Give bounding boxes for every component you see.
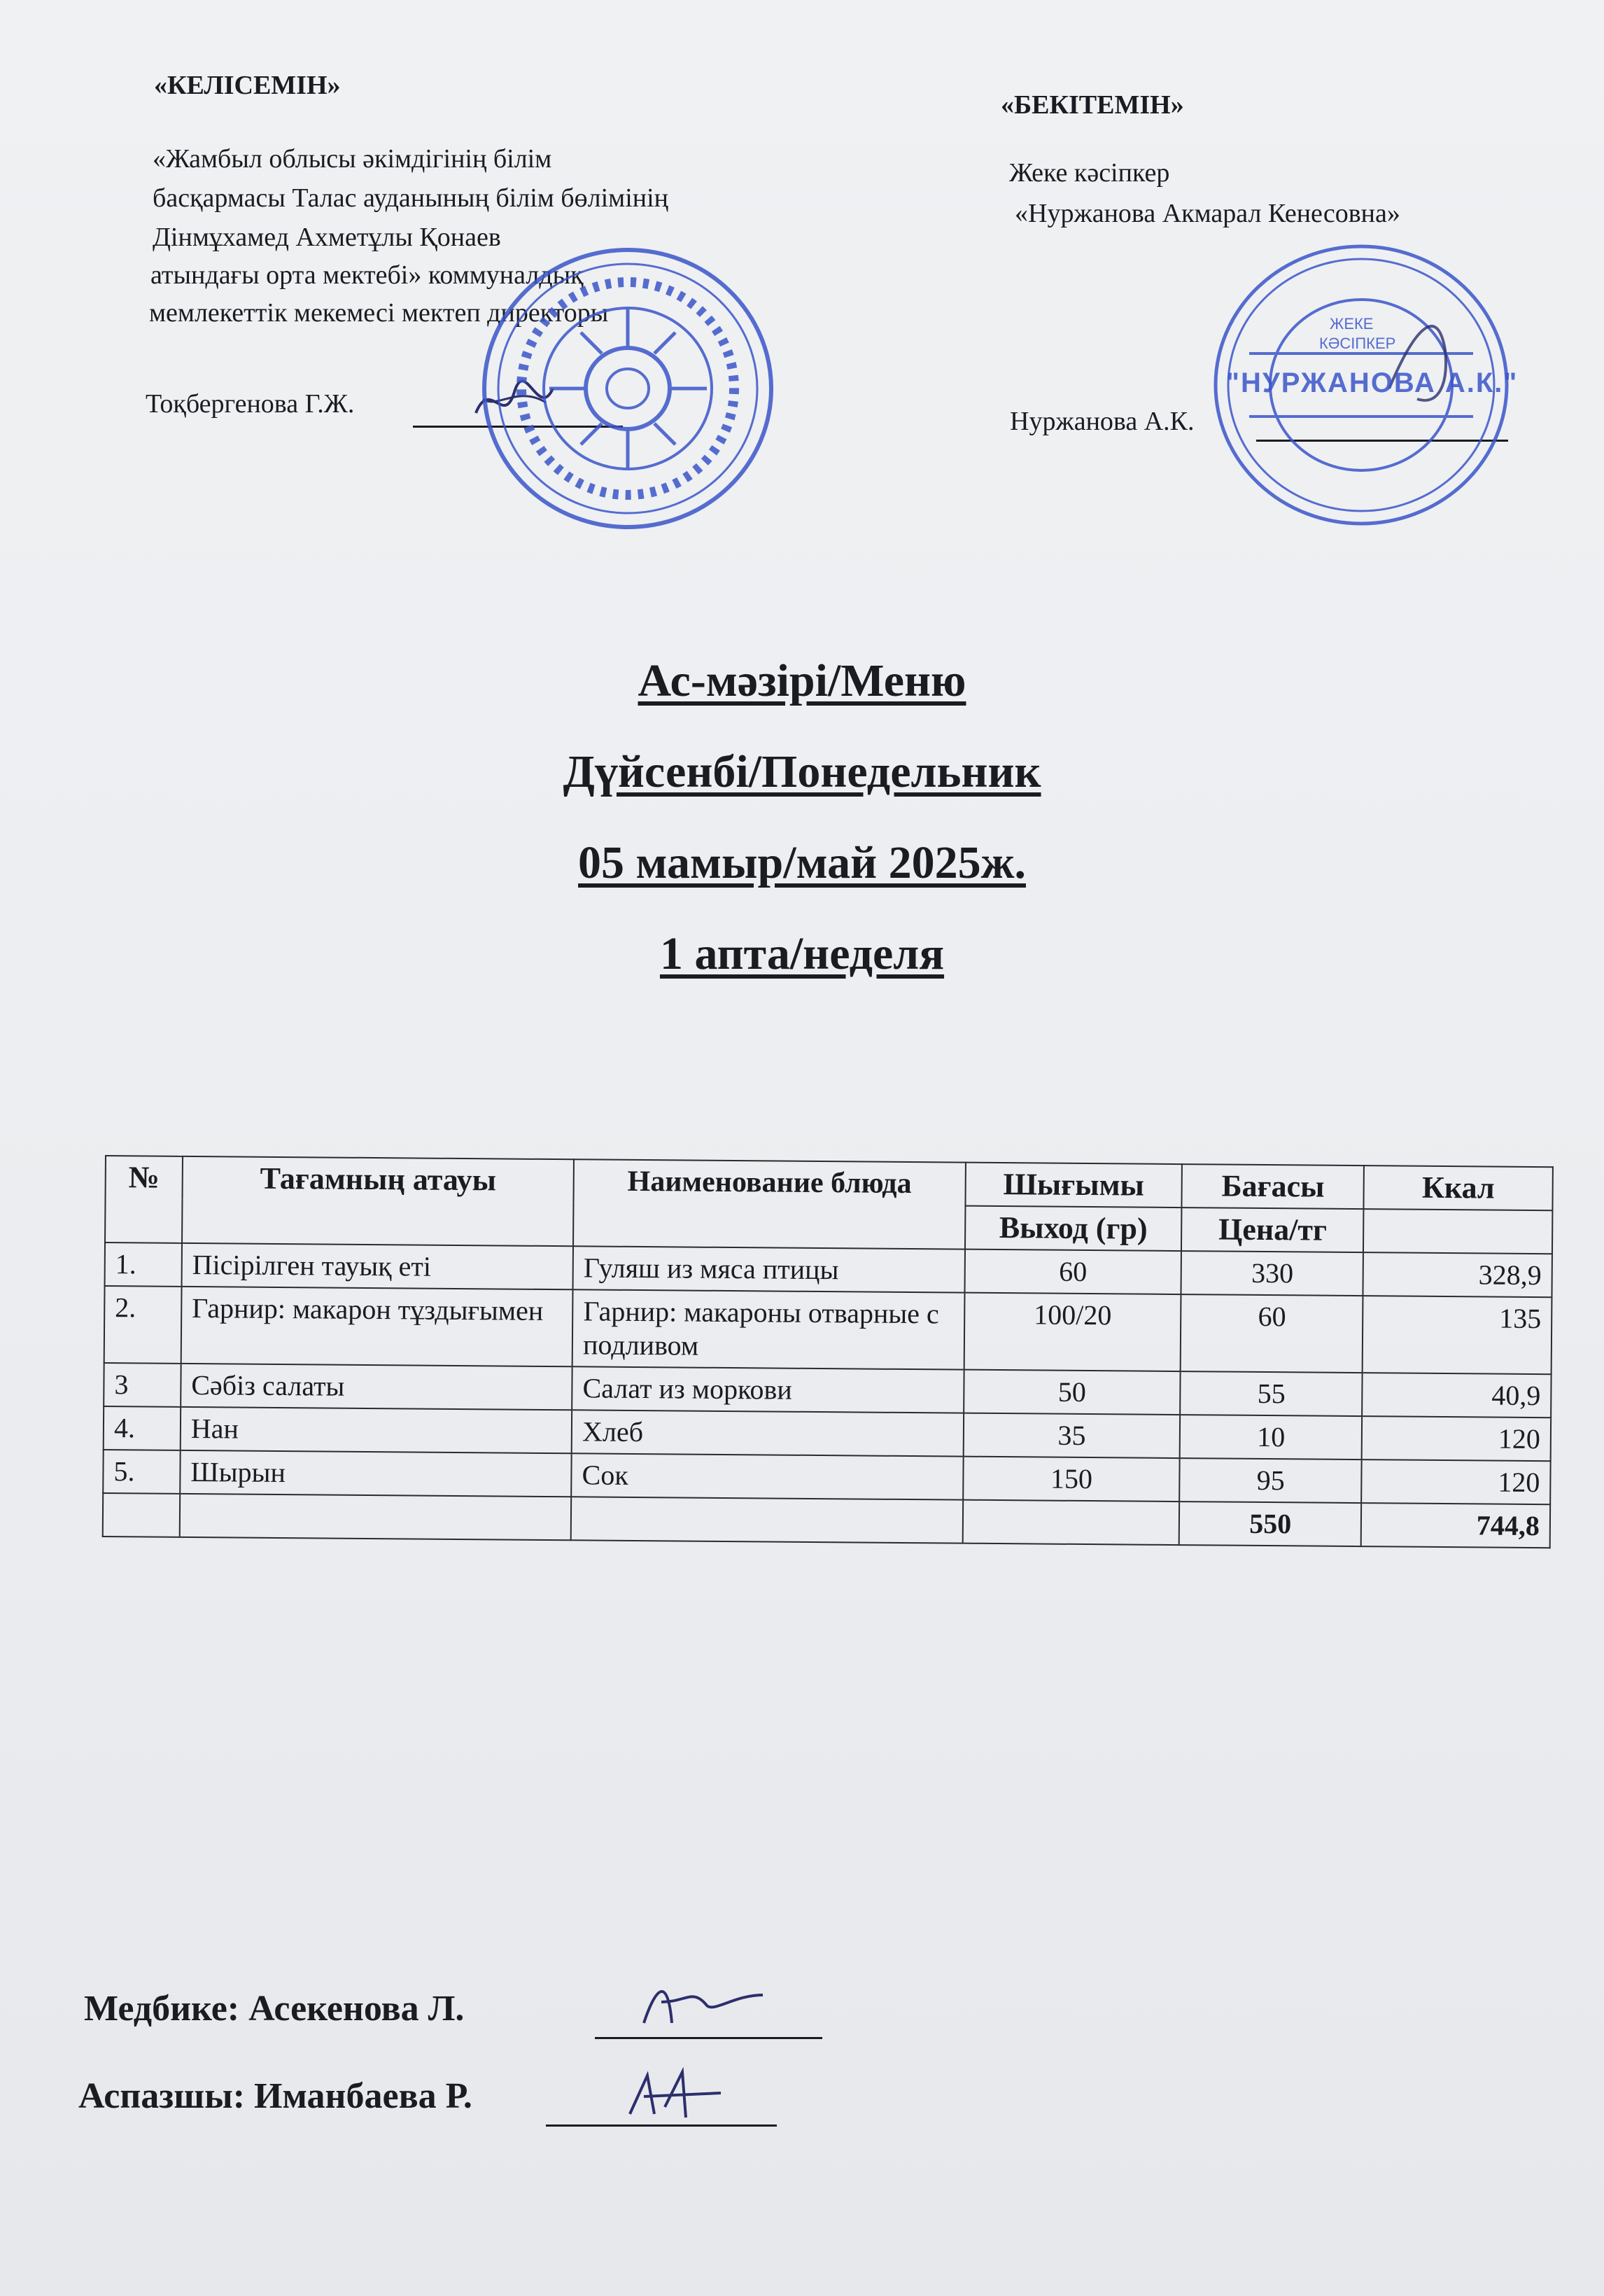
- row-name-ru: Хлеб: [572, 1410, 964, 1456]
- stamp-text-top: ЖЕКЕ: [1330, 315, 1374, 332]
- table-row: [104, 1286, 1552, 1374]
- row-yield: 50: [964, 1370, 1181, 1415]
- row-name-kz: Пісірілген тауық еті: [181, 1243, 573, 1289]
- cook-signature: [616, 2065, 735, 2128]
- approval-right-line-2: «Нуржанова Акмарал Кенесовна»: [1015, 199, 1400, 228]
- row-name-ru: Гарнир: макароны отварные с подливом: [572, 1289, 964, 1369]
- header-price-kz: Бағасы: [1182, 1164, 1364, 1209]
- nurse-label: Медбике: Асекенова Л.: [84, 1989, 465, 2029]
- row-price: 95: [1180, 1458, 1362, 1503]
- row-num: 4.: [104, 1406, 181, 1450]
- approval-left-title: «КЕЛІСЕМІН»: [154, 71, 341, 100]
- row-yield: 100/20: [964, 1293, 1181, 1371]
- cook-label: Аспазшы: Иманбаева Р.: [78, 2076, 472, 2116]
- menu-table: [102, 1155, 1554, 1548]
- row-price: 10: [1180, 1415, 1362, 1460]
- row-yield: 35: [963, 1413, 1180, 1458]
- stamp-text-name: "НУРЖАНОВА А.К.": [1226, 368, 1519, 398]
- school-seal-stamp: [476, 241, 780, 536]
- approval-right-signatory: Нуржанова А.К.: [1010, 407, 1195, 436]
- nurse-signature: [630, 1974, 770, 2037]
- menu-date: 05 мамыр/май 2025ж.: [578, 837, 1026, 888]
- total-empty-3: [571, 1497, 963, 1543]
- stamp-text-mid: КӘСІПКЕР: [1319, 335, 1396, 352]
- total-price: 550: [1179, 1502, 1361, 1546]
- row-name-ru: Гуляш из мяса птицы: [573, 1246, 965, 1292]
- row-kcal: 135: [1363, 1296, 1552, 1374]
- row-name-ru: Сок: [571, 1453, 963, 1499]
- menu-day: Дүйсенбі/Понедельник: [563, 746, 1041, 797]
- row-price: 55: [1181, 1371, 1363, 1416]
- row-kcal: 40,9: [1362, 1373, 1551, 1418]
- approval-left-line-5: мемлекеттік мекемесі мектеп директоры: [149, 298, 609, 328]
- approval-left-signatory: Тоқбергенова Г.Ж.: [146, 389, 355, 419]
- row-kcal: 120: [1362, 1416, 1551, 1461]
- row-name-kz: Нан: [181, 1407, 572, 1453]
- row-num: 3: [104, 1363, 181, 1407]
- total-empty-4: [962, 1500, 1179, 1545]
- approval-left-line-1: «Жамбыл облысы әкімдігінің білім: [153, 144, 552, 174]
- row-num: 2.: [104, 1286, 182, 1364]
- header-empty: [1363, 1209, 1552, 1254]
- row-name-kz: Гарнир: макарон тұздығымен: [181, 1287, 573, 1366]
- menu-title: Ас-мәзірі/Меню: [638, 655, 966, 706]
- row-kcal: 328,9: [1363, 1252, 1552, 1297]
- approval-left-line-3: Дінмұхамед Ахметұлы Қонаев: [153, 223, 501, 252]
- row-num: 5.: [103, 1450, 180, 1494]
- approval-left-line-4: атындағы орта мектебі» коммуналдық: [150, 260, 584, 290]
- header-num: №: [105, 1156, 183, 1243]
- row-name-kz: Сәбіз салаты: [181, 1364, 572, 1410]
- row-kcal: 120: [1361, 1460, 1550, 1504]
- approval-right-line-1: Жеке кәсіпкер: [1009, 158, 1170, 188]
- row-num: 1.: [105, 1242, 182, 1287]
- nurse-sign-line: [595, 2037, 822, 2039]
- row-name-kz: Шырын: [180, 1450, 572, 1497]
- header-name-kz: Тағамның атауы: [182, 1156, 574, 1246]
- header-kcal: Ккал: [1364, 1166, 1553, 1210]
- row-price: 330: [1181, 1251, 1363, 1296]
- row-yield: 150: [963, 1457, 1180, 1502]
- row-yield: 60: [964, 1250, 1181, 1294]
- approval-right-title: «БЕКІТЕМІН»: [1001, 90, 1184, 120]
- row-name-ru: Салат из моркови: [572, 1366, 964, 1413]
- menu-week: 1 апта/неделя: [659, 928, 945, 979]
- total-kcal: 744,8: [1361, 1503, 1550, 1548]
- header-name-ru: Наименование блюда: [573, 1159, 965, 1249]
- header-price-ru: Цена/тг: [1181, 1208, 1363, 1252]
- row-price: 60: [1181, 1294, 1363, 1373]
- table-header-row: [106, 1156, 1553, 1210]
- approval-left-line-2: басқармасы Талас ауданының білім бөлімінің: [153, 183, 668, 213]
- total-empty-1: [103, 1493, 180, 1537]
- header-yield-kz: Шығымы: [965, 1163, 1182, 1208]
- header-yield-ru: Выход (гр): [965, 1206, 1182, 1251]
- total-empty-2: [180, 1494, 572, 1540]
